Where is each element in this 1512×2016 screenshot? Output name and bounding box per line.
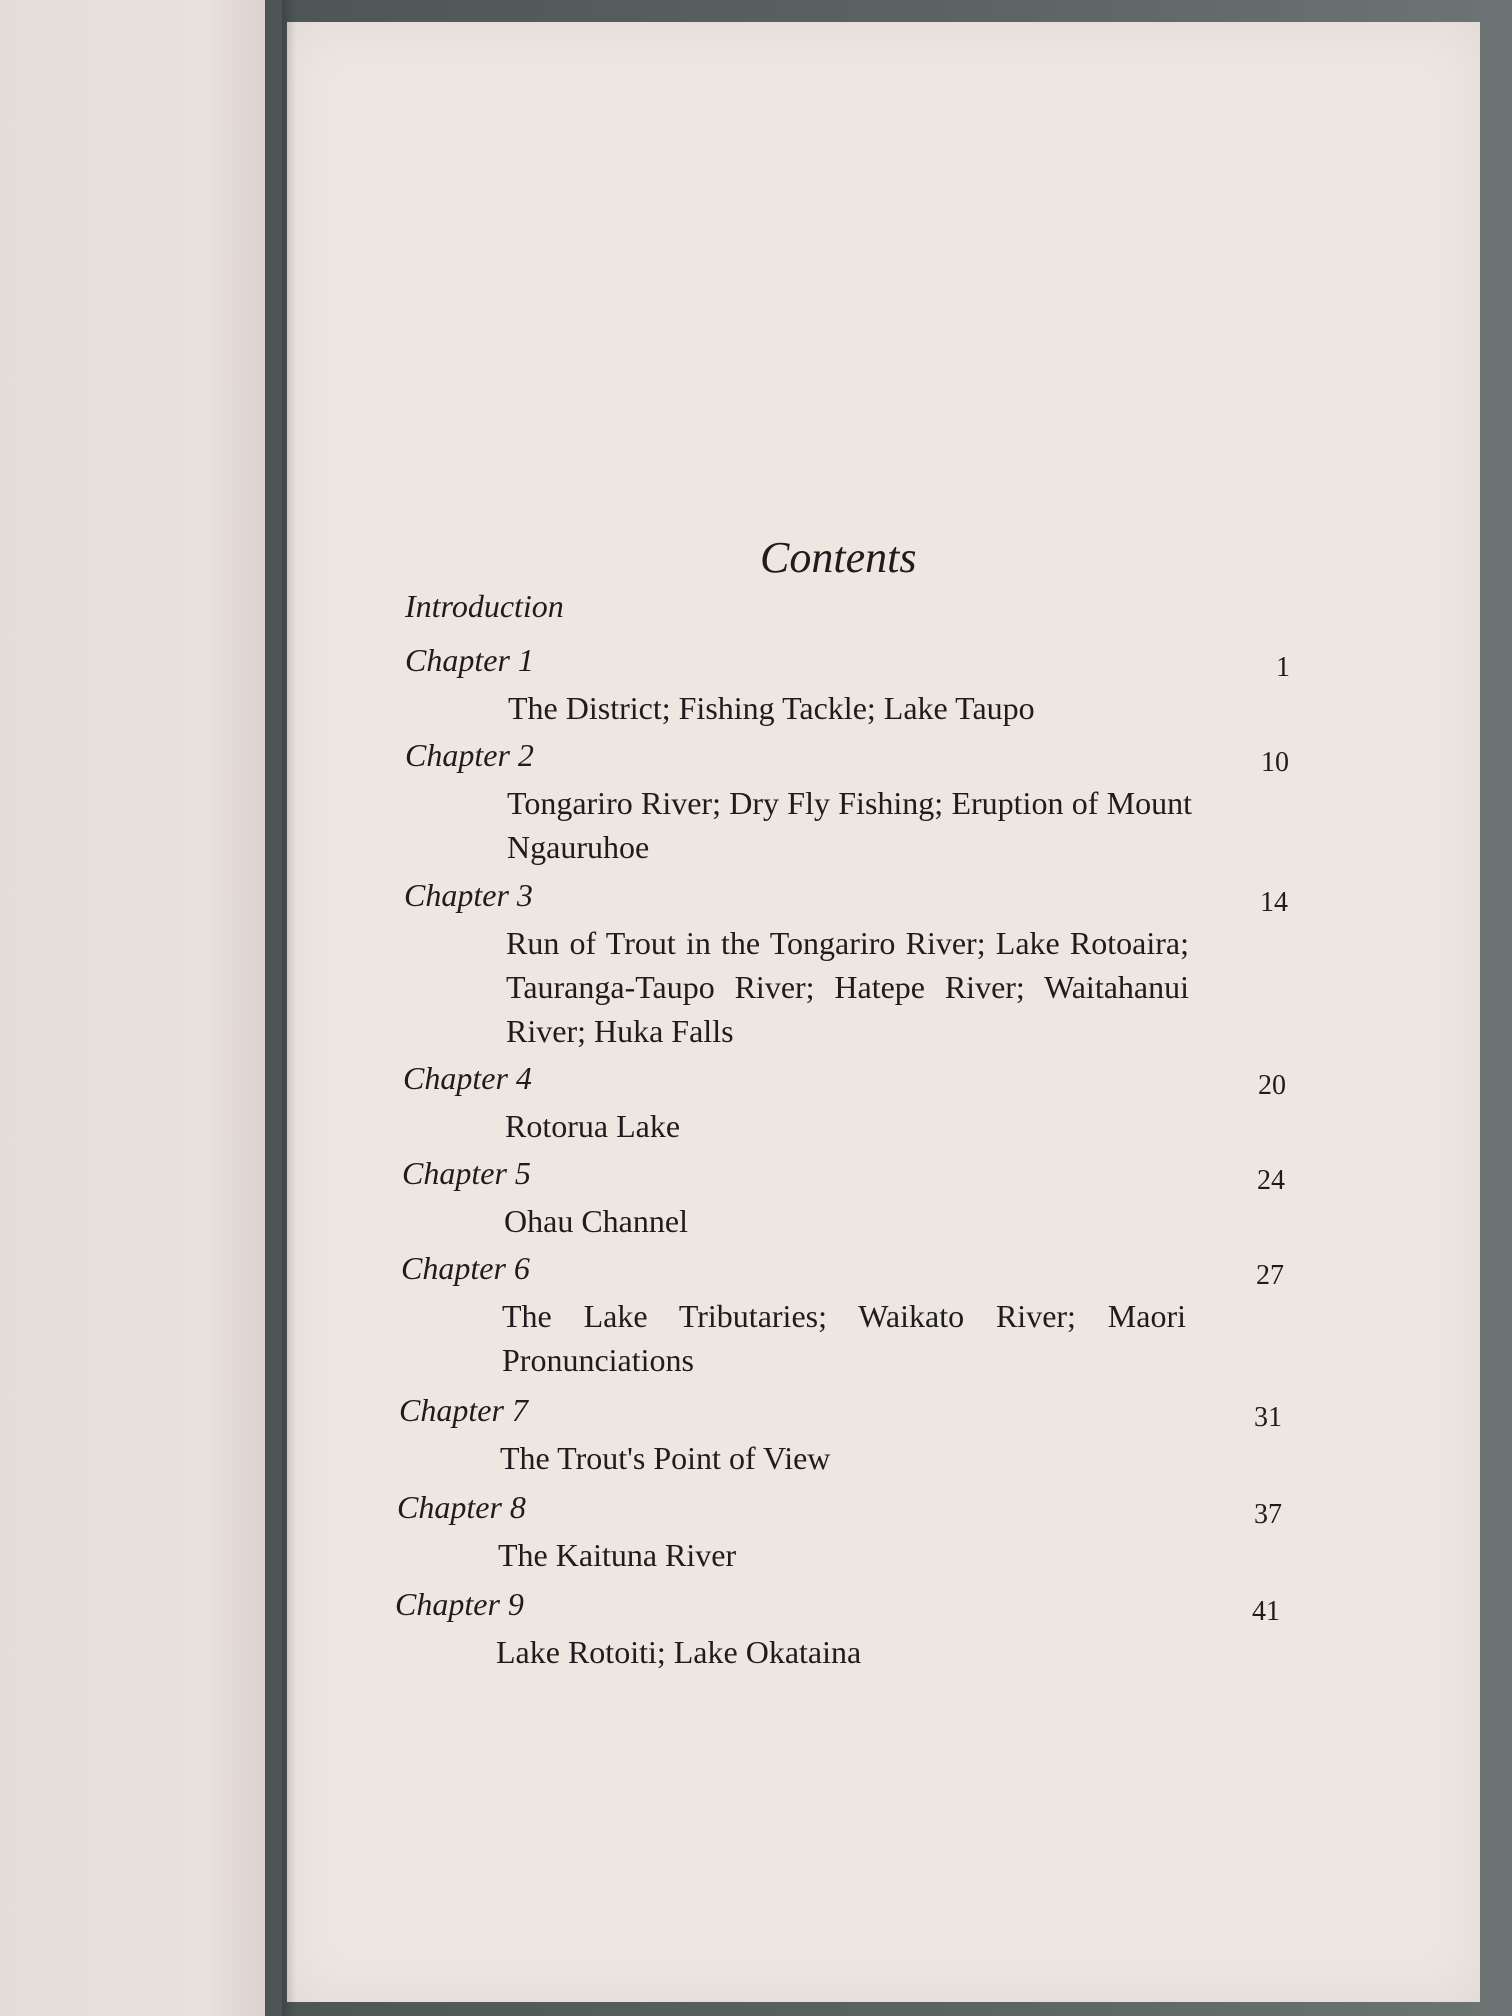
chapter-label: Chapter 7 — [399, 1392, 528, 1428]
page-number: 1 — [1276, 652, 1290, 683]
chapter-label: Chapter 8 — [397, 1489, 526, 1525]
chapter-description: Ohau Channel — [504, 1203, 688, 1239]
page-number: 37 — [1254, 1499, 1282, 1530]
chapter-label: Chapter 1 — [405, 642, 534, 678]
chapter-description: Tongariro River; Dry Fly Fishing; Eruption of Mount Ngauruhoe — [507, 785, 1192, 865]
page-number: 24 — [1257, 1165, 1285, 1196]
contents-title: Contents — [760, 533, 917, 582]
introduction-label: Introduction — [405, 588, 564, 624]
left-page — [0, 0, 292, 2016]
chapter-description: The Kaituna River — [498, 1537, 737, 1573]
page-number: 41 — [1252, 1596, 1280, 1627]
chapter-description: The Lake Tributaries; Waikato River; Maori Pronunciations — [502, 1298, 1186, 1378]
page-number: 14 — [1260, 887, 1288, 918]
page-number: 27 — [1256, 1260, 1284, 1291]
page-number: 20 — [1258, 1070, 1286, 1101]
chapter-label: Chapter 5 — [402, 1155, 531, 1191]
chapter-label: Chapter 9 — [395, 1586, 524, 1622]
chapter-label: Chapter 6 — [401, 1250, 530, 1286]
page-gutter — [282, 0, 296, 2016]
chapter-description: The Trout's Point of View — [500, 1440, 831, 1476]
chapter-description: The District; Fishing Tackle; Lake Taupo — [508, 690, 1035, 726]
page-number: 31 — [1254, 1402, 1282, 1433]
chapter-description: Run of Trout in the Tongariro River; Lake Rotoaira; Tauranga-Taupo River; Hatepe River; Waitahanui River; Huka Falls — [506, 925, 1189, 1049]
chapter-label: Chapter 3 — [404, 877, 533, 913]
chapter-label: Chapter 2 — [405, 737, 534, 773]
chapter-description: Lake Rotoiti; Lake Okataina — [496, 1634, 862, 1670]
chapter-description: Rotorua Lake — [505, 1108, 681, 1144]
chapter-label: Chapter 4 — [403, 1060, 532, 1096]
page-number: 10 — [1261, 747, 1289, 778]
